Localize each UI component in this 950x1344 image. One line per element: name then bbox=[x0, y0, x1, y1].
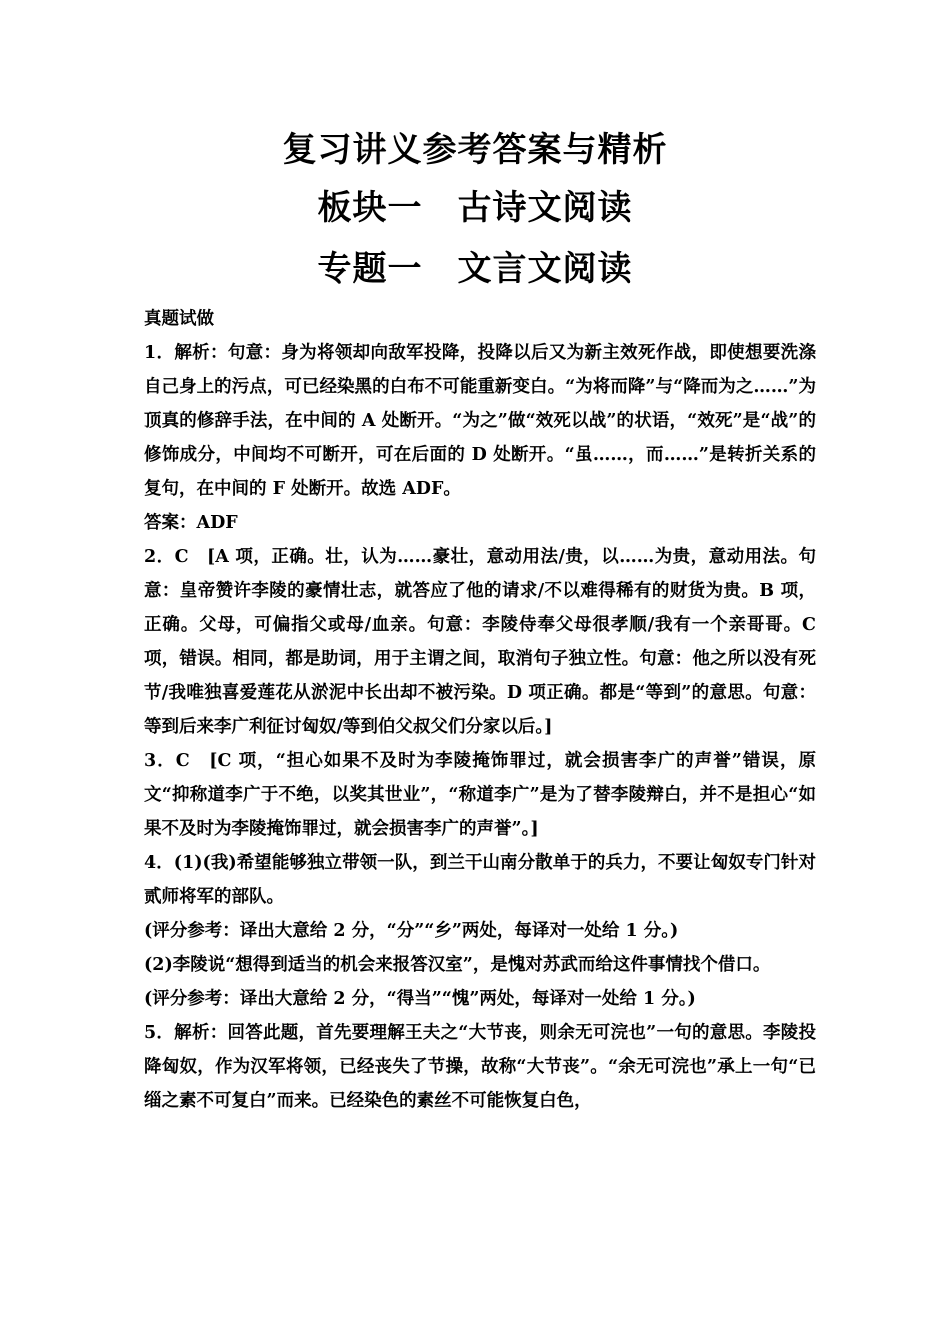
question-4-part-1: 4．(1)(我)希望能够独立带领一队，到兰干山南分散单于的兵力，不要让匈奴专门针对贰师将军的部队。 bbox=[144, 853, 816, 907]
question-4-part-1-scoring: (评分参考：译出大意给 2 分，“分”“乡”两处，每译对一处给 1 分。) bbox=[144, 921, 679, 941]
main-title: 复习讲义参考答案与精析 bbox=[282, 130, 668, 170]
question-4-part-2: (2)李陵说“想得到适当的机会来报答汉室”，是愧对苏武而给这件事情找个借口。 bbox=[144, 955, 771, 975]
question-2-answer: 2．C [A 项，正确。壮，认为……豪壮，意动用法/贵，以……为贵，意动用法。句意：皇帝赞许李陵的豪情壮志，就答应了他的请求/不以难得稀有的财货为贵。B 项，正确。父母，可偏指父或母/血亲。句意：李陵侍奉父母很孝顺/我有一个亲哥哥。C 项，错误。相同，都是助词，用于主谓之间，取消句子独立性。句意：他之所以没有死节/我唯独喜爱莲花从淤泥中长出却不被污染。D 项正确。都是“等到”的意思。句意：等到后来李广利征讨匈奴/等到伯父叔父们分家以后。] bbox=[144, 547, 816, 737]
topic-title: 专题一 文言文阅读 bbox=[317, 249, 633, 289]
question-5-analysis: 5．解析：回答此题，首先要理解王夫之“大节丧，则余无可浣也”一句的意思。李陵投降匈奴，作为汉军将领，已经丧失了节操，故称“大节丧”。“余无可浣也”承上一句“已缁之素不可复白”而来。已经染色的素丝不可能恢复白色， bbox=[144, 1023, 816, 1111]
question-4-part-2-scoring: (评分参考：译出大意给 2 分，“得当”“愧”两处，每译对一处给 1 分。) bbox=[144, 989, 696, 1009]
section-label: 真题试做 bbox=[144, 309, 214, 329]
question-1-answer: 答案：ADF bbox=[144, 513, 238, 533]
answer-content bbox=[144, 302, 816, 1118]
question-3-answer: 3．C [C 项，“担心如果不及时为李陵掩饰罪过，就会损害李广的声誉”错误，原文“抑称道李广于不绝，以奖其世业”，“称道李广”是为了替李陵辩白，并不是担心“如果不及时为李陵掩饰罪过，就会损害李广的声誉”。] bbox=[144, 751, 816, 839]
section-title: 板块一 古诗文阅读 bbox=[317, 188, 633, 228]
question-1-analysis: 1．解析：句意：身为将领却向敌军投降，投降以后又为新主效死作战，即使想要洗涤自己身上的污点，可已经染黑的白布不可能重新变白。“为将而降”与“降而为之……”为顶真的修辞手法，在中间的 A 处断开。“为之”做“效死以战”的状语，“效死”是“战”的修饰成分，中间均不可断开，可在后面的 D 处断开。“虽……，而……”是转折关系的复句，在中间的 F 处断开。故选 ADF。 bbox=[144, 343, 816, 499]
